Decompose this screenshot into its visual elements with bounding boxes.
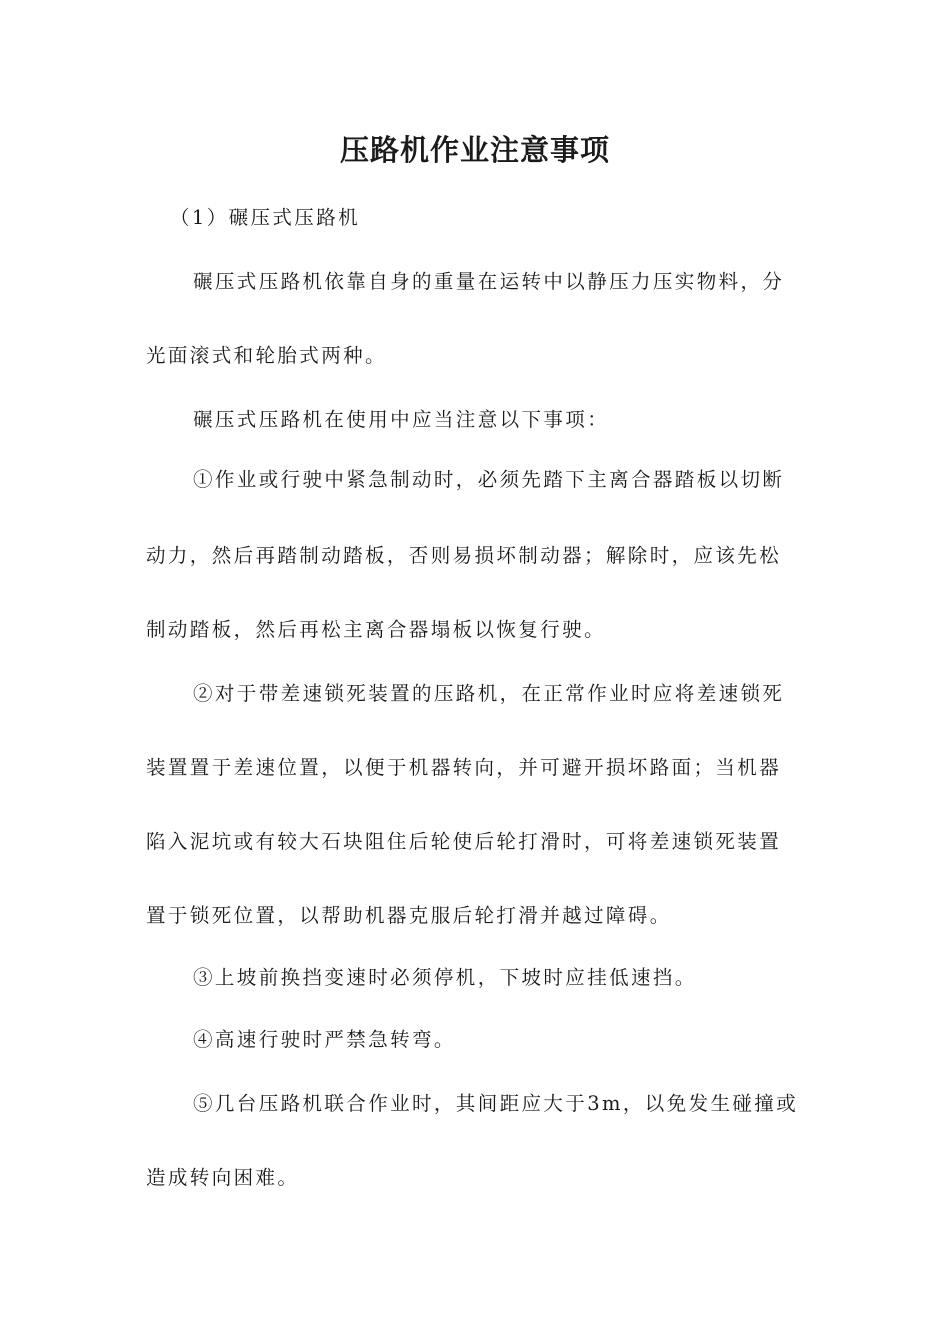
paragraph-line: 光面滚式和轮胎式两种。 xyxy=(146,344,387,367)
list-item-line: ①作业或行驶中紧急制动时，必须先踏下主离合器踏板以切断 xyxy=(193,468,785,491)
list-item-line: ⑤几台压路机联合作业时，其间距应大于3m，以免发生碰撞或 xyxy=(193,1092,799,1115)
list-item-line: ④高速行驶时严禁急转弯。 xyxy=(193,1028,456,1051)
section-heading: （1）碾压式压路机 xyxy=(170,206,361,229)
paragraph-line: 碾压式压路机在使用中应当注意以下事项： xyxy=(193,408,610,431)
list-item-line: ②对于带差速锁死装置的压路机，在正常作业时应将差速锁死 xyxy=(193,682,785,705)
list-item-line: 造成转向困难。 xyxy=(146,1166,300,1189)
list-item-line: ③上坡前换挡变速时必须停机，下坡时应挂低速挡。 xyxy=(193,966,697,989)
list-item-line: 装置置于差速位置，以便于机器转向，并可避开损坏路面；当机器 xyxy=(146,756,782,779)
page-title: 压路机作业注意事项 xyxy=(339,133,610,167)
list-item-line: 动力，然后再踏制动踏板，否则易损坏制动器；解除时，应该先松 xyxy=(146,544,782,567)
list-item-line: 陷入泥坑或有较大石块阻住后轮使后轮打滑时，可将差速锁死装置 xyxy=(146,830,782,853)
list-item-line: 制动踏板，然后再松主离合器塌板以恢复行驶。 xyxy=(146,618,606,641)
list-item-line: 置于锁死位置，以帮助机器克服后轮打滑并越过障碍。 xyxy=(146,904,672,927)
paragraph-line: 碾压式压路机依靠自身的重量在运转中以静压力压实物料，分 xyxy=(193,270,785,293)
